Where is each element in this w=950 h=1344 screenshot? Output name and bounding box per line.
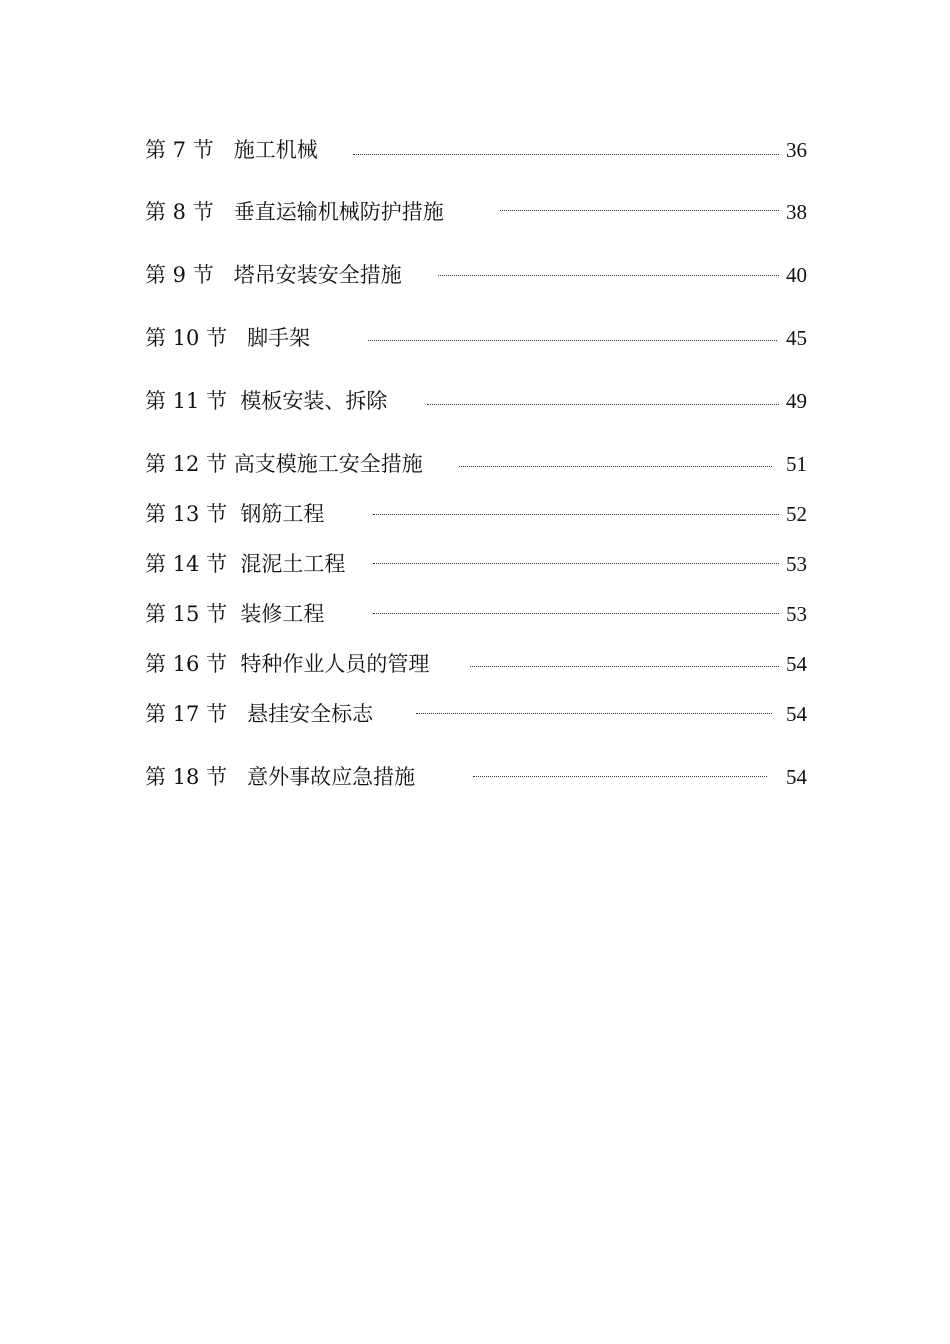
toc-leader-dots [373,514,779,515]
toc-entry[interactable] [145,449,807,479]
toc-entry-page: 38 [786,200,807,224]
toc-entry[interactable] [145,762,807,792]
toc-entry[interactable] [145,699,807,729]
toc-entry-title: 第 7 节 施工机械 [145,138,318,162]
toc-entry-title: 第 13 节 钢筋工程 [145,502,325,526]
toc-entry-title: 第 16 节 特种作业人员的管理 [145,652,430,676]
toc-entry-title: 第 11 节 模板安装、拆除 [145,389,388,413]
toc-entry-title: 第 18 节 意外事故应急措施 [145,765,416,789]
toc-entry[interactable] [145,323,807,353]
toc-entry-title: 第 12 节 高支模施工安全措施 [145,452,423,476]
toc-entry-title: 第 14 节 混泥土工程 [145,552,346,576]
toc-leader-dots [368,340,777,341]
toc-entry-title: 第 15 节 装修工程 [145,602,325,626]
toc-entry-title: 第 8 节 垂直运输机械防护措施 [145,200,444,224]
toc-entry[interactable] [145,499,807,529]
toc-entry-page: 52 [786,502,807,526]
toc-leader-dots [470,666,779,667]
toc-entry[interactable] [145,549,807,579]
toc-leader-dots [373,563,779,564]
toc-entry-page: 51 [786,452,807,476]
toc-entry[interactable] [145,599,807,629]
toc-entry-page: 54 [786,765,807,789]
toc-leader-dots [473,776,767,777]
toc-entry[interactable] [145,135,807,165]
toc-entry-page: 45 [786,326,807,350]
toc-leader-dots [373,613,779,614]
toc-leader-dots [353,154,779,155]
toc-entry-page: 40 [786,263,807,287]
toc-entry[interactable] [145,197,807,227]
toc-entry-page: 53 [786,552,807,576]
toc-entry-title: 第 9 节 塔吊安装安全措施 [145,263,402,287]
toc-entry-page: 54 [786,652,807,676]
toc-entry[interactable] [145,649,807,679]
toc-leader-dots [459,466,772,467]
toc-entry[interactable] [145,260,807,290]
toc-entry-page: 54 [786,702,807,726]
toc-entry-title: 第 10 节 脚手架 [145,326,311,350]
toc-leader-dots [438,275,779,276]
toc-entry-title: 第 17 节 悬挂安全标志 [145,702,374,726]
toc-entry-page: 49 [786,389,807,413]
toc-entry-page: 36 [786,138,807,162]
toc-entry-page: 53 [786,602,807,626]
toc-leader-dots [416,713,772,714]
toc-entry[interactable] [145,386,807,416]
toc-leader-dots [427,404,779,405]
toc-leader-dots [500,210,779,211]
